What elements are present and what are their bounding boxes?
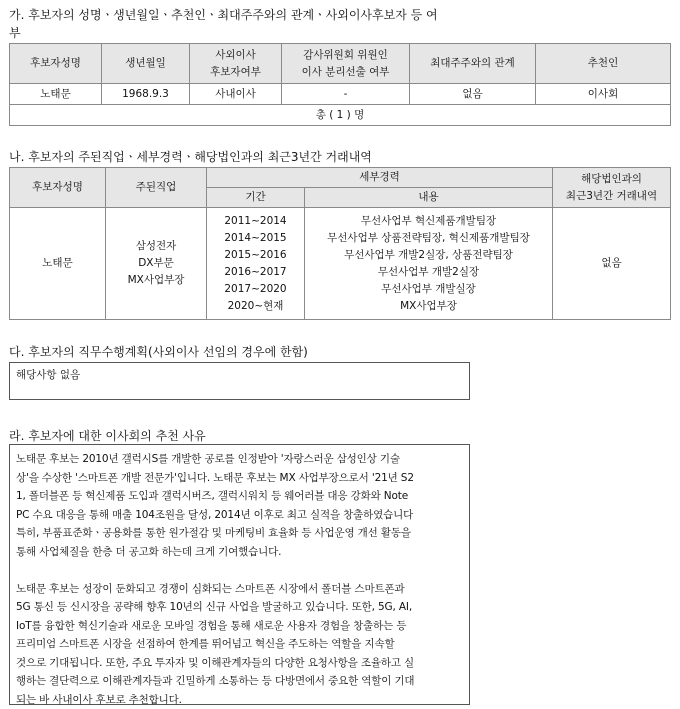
paragraph-spacer	[16, 561, 463, 580]
job-line: DX부문	[138, 257, 174, 269]
section-b-title: 나. 후보자의 주된직업ㆍ세부경력ㆍ해당법인과의 최근3년간 거래내역	[9, 150, 372, 164]
cell-audit: -	[282, 84, 410, 105]
reason-line: 되는 바 사내이사 후보로 추천합니다.	[16, 693, 182, 706]
content-item: 무선사업부 개발2실장, 상품전략팀장	[344, 248, 513, 261]
section-a-title	[9, 6, 438, 42]
header-recommender: 추천인	[536, 44, 671, 84]
recommendation-reason-box	[9, 444, 470, 705]
reason-line: 노태문 후보는 2010년 갤럭시S를 개발한 공로를 인정받아 '자랑스러운 삼성인상 기술	[16, 453, 400, 465]
reason-line: 노태문 후보는 성장이 둔화되고 경쟁이 심화되는 스마트폰 시장에서 폴더블 스마트폰과	[16, 582, 405, 595]
reason-line: 통해 사업체질을 한층 더 공고화 하는데 크게 기여했습니다.	[16, 545, 282, 558]
content-item: 무선사업부 혁신제품개발팀장	[360, 214, 497, 227]
header-birth: 생년월일	[102, 44, 190, 84]
cell-outside: 사내이사	[190, 84, 282, 105]
content-item: MX사업부장	[400, 299, 457, 312]
career-table	[9, 167, 671, 320]
career-candidate-name: 노태문	[10, 208, 106, 320]
reason-line: 1, 폴더블폰 등 혁신제품 도입과 갤럭시버즈, 갤럭시워치 등 웨어러블 대응 강화와 Note	[16, 490, 409, 502]
reason-line: PC 수요 대응을 통해 매출 104조원을 달성, 2014년 이후로 최고 실적을 창출하였습니다	[16, 508, 414, 521]
header-outside-director	[190, 44, 282, 84]
period-item: 2011~2014	[224, 214, 287, 227]
cell-relation: 없음	[410, 84, 536, 105]
header-outside-line1: 사외이사	[215, 48, 256, 61]
content-item: 무선사업부 개발실장	[381, 282, 476, 295]
duty-plan-box: 해당사항 없음	[9, 362, 470, 400]
table-row	[10, 84, 671, 105]
period-item: 2015~2016	[224, 248, 287, 261]
header-transactions-line1: 해당법인과의	[581, 172, 642, 185]
reason-line: 프리미엄 스마트폰 시장을 선점하여 한계를 뛰어넘고 혁신을 주도하는 역할을 지속할	[16, 638, 395, 650]
section-a-title-line2: 부	[9, 26, 21, 40]
career-main-job	[106, 208, 207, 320]
header-relation: 최대주주와의 관계	[410, 44, 536, 84]
reason-line: 상'을 수상한 '스마트폰 개발 전문가'입니다. 노태문 후보는 MX 사업부장으로서 '21년 S2	[16, 471, 414, 484]
reason-line: 것으로 기대됩니다. 또한, 주요 투자자 및 이해관계자들의 다양한 요청사항을 조율하고 실	[16, 656, 414, 669]
header-transactions	[553, 168, 671, 208]
header-candidate-name: 후보자성명	[10, 168, 106, 208]
reason-line: IoT를 융합한 혁신기술과 새로운 모바일 경험을 통해 새로운 사용자 경험을 창출하는 등	[16, 619, 407, 632]
reason-line: 5G 통신 등 신시장을 공략해 향후 10년의 신규 사업을 발굴하고 있습니다. 또한, 5G, AI,	[16, 601, 413, 613]
career-periods	[207, 208, 305, 320]
period-item: 2017~2020	[224, 282, 287, 295]
career-transactions: 없음	[553, 208, 671, 320]
content-item: 무선사업부 상품전략팀장, 혁신제품개발팀장	[327, 231, 530, 244]
header-main-job: 주된직업	[106, 168, 207, 208]
header-career: 세부경력	[207, 168, 553, 188]
header-transactions-line2: 최근3년간 거래내역	[565, 189, 658, 202]
period-item: 2020~현재	[227, 299, 284, 312]
table-row	[10, 208, 671, 320]
cell-birth: 1968.9.3	[102, 84, 190, 105]
header-outside-line2: 후보자여부	[210, 65, 261, 78]
period-item: 2014~2015	[224, 231, 287, 244]
section-c-title: 다. 후보자의 직무수행계획(사외이사 선임의 경우에 한함)	[9, 345, 308, 359]
section-d-title: 라. 후보자에 대한 이사회의 추천 사유	[9, 429, 206, 443]
job-line: 삼성전자	[135, 240, 177, 252]
section-a-title-line1: 가. 후보자의 성명ㆍ생년월일ㆍ추천인ㆍ최대주주와의 관계ㆍ사외이사후보자 등 여	[9, 8, 438, 22]
period-item: 2016~2017	[224, 265, 287, 278]
reason-line: 특히, 부품표준화ㆍ공용화를 통한 원가절감 및 마케팅비 효율화 등 사업운영 개선 활동을	[16, 527, 411, 539]
job-line: MX사업부장	[127, 274, 185, 286]
content-item: 무선사업부 개발2실장	[377, 265, 480, 278]
candidate-basic-table	[9, 43, 671, 126]
header-audit-committee	[282, 44, 410, 84]
header-content: 내용	[305, 188, 553, 208]
cell-recommender: 이사회	[536, 84, 671, 105]
header-name: 후보자성명	[10, 44, 102, 84]
header-period: 기간	[207, 188, 305, 208]
cell-name: 노태문	[10, 84, 102, 105]
total-count: 총 ( 1 ) 명	[10, 105, 671, 126]
header-audit-line2: 이사 분리선출 여부	[301, 65, 390, 78]
career-contents	[305, 208, 553, 320]
header-audit-line1: 감사위원회 위원인	[303, 48, 388, 61]
reason-line: 행하는 결단력으로 이해관계자들과 긴밀하게 소통하는 등 다방면에서 중요한 역할이 기대	[16, 675, 415, 687]
